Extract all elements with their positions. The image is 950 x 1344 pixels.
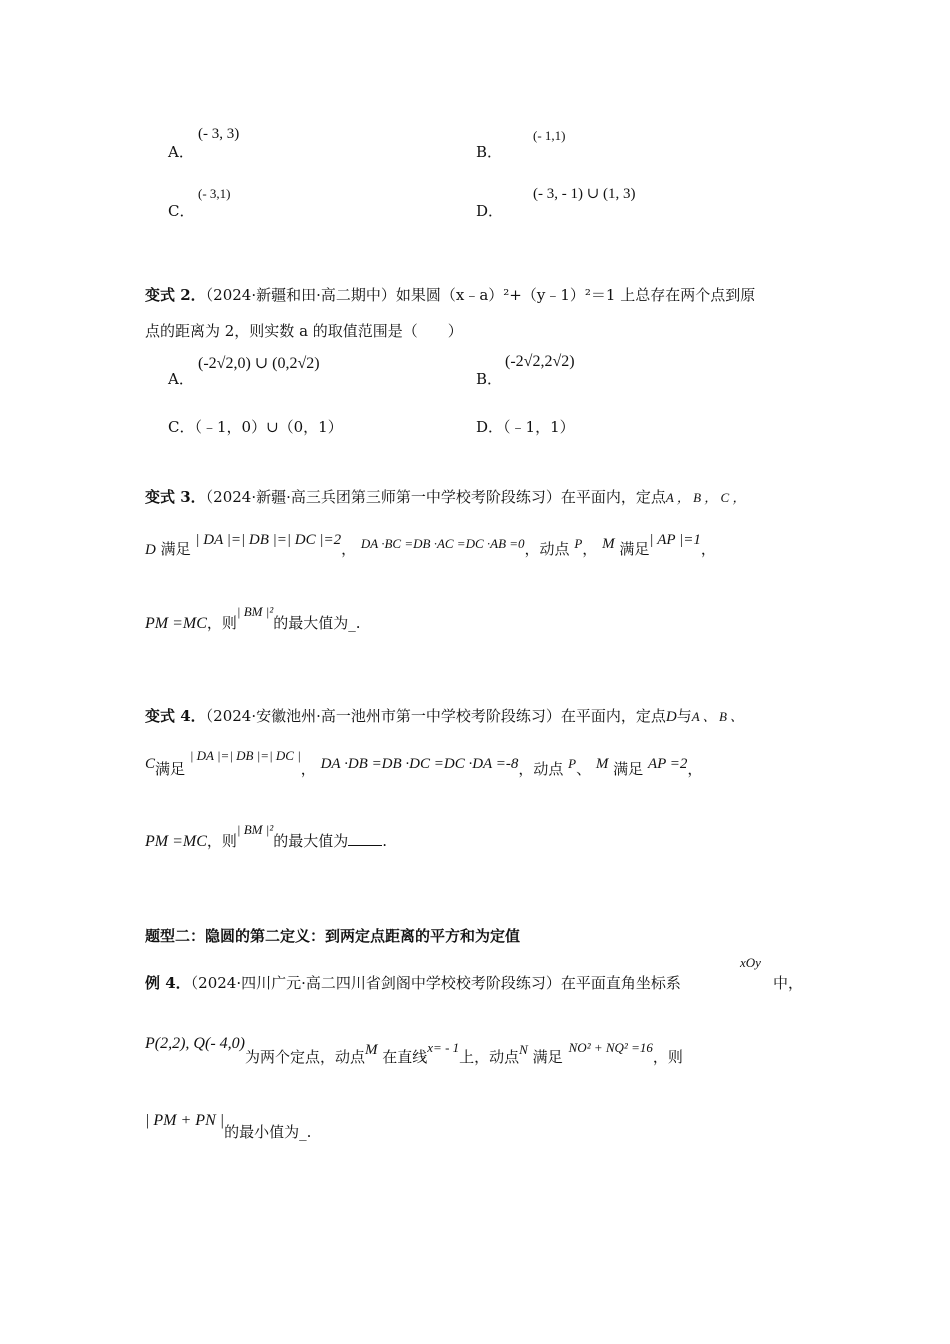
example-4-text-min-value: 的最小值为_.: [224, 1123, 312, 1141]
variant-2-text-1: （2024·新疆和田·高二期中）如果圆（x﹣a）²+（y﹣1）²＝1 上总存在两个点到原: [205, 286, 756, 304]
variant-3-formula-bm-squared: | BM |²: [236, 604, 274, 619]
variant-4-text-moving-point: ，动点: [518, 760, 564, 778]
variant-4-period: .: [382, 832, 388, 850]
example-4-text-on-line: 在直线: [382, 1048, 428, 1066]
variant-2-option-b-value: (-2√2,2√2): [505, 353, 575, 370]
variant-4-text-satisfy: 满足: [155, 760, 186, 778]
variant-3-point-d: D: [145, 542, 156, 558]
variant-4-formula-distances: | DA |=| DB |=| DC |: [189, 748, 301, 763]
variant-4-comma: ，: [300, 760, 316, 778]
q1-option-d-value: (- 3, - 1) ∪ (1, 3): [533, 186, 636, 202]
variant-2-line-1: [145, 284, 755, 305]
q1-option-b-label: B．: [476, 143, 503, 161]
variant-2-option-c: C．（﹣1，0）∪（0，1）: [168, 418, 343, 436]
q1-option-c-value: (- 3,1): [198, 186, 231, 201]
variant-3-line-3: [145, 604, 361, 633]
q1-option-a-value: (- 3, 3): [198, 126, 240, 142]
variant-3-comma: ，: [341, 540, 357, 558]
variant-3-formula-dot-products: DA ·BC =DB ·AC =DC ·AB =0: [360, 536, 525, 551]
variant-3-line-2: [145, 532, 716, 559]
section-2-title: 题型二：隐圆的第二定义：到两定点距离的平方和为定值: [145, 927, 521, 945]
variant-3-point-p: P: [574, 536, 583, 551]
q1-option-c-label: C．: [168, 202, 195, 220]
q1-option-b-value: (- 1,1): [533, 128, 566, 143]
example-4-text-1: （2024·四川广元·高二四川省剑阁中学校校考阶段练习）在平面直角坐标系: [190, 974, 681, 992]
variant-2-line-2: 点的距离为 2，则实数 a 的取值范围是（ ）: [145, 322, 463, 340]
example-4-text-then: ，则: [652, 1048, 683, 1066]
variant-4-points: A 、 B 、: [691, 709, 744, 724]
variant-3-text-moving-point: ，动点: [524, 540, 570, 558]
variant-4-answer-blank[interactable]: [348, 831, 382, 846]
example-4-xoy: xOy: [740, 955, 761, 970]
variant-4-point-p: P: [568, 756, 577, 771]
variant-4-sep: 、: [576, 760, 592, 778]
variant-2-heading: 变式 2．: [145, 286, 206, 304]
example-4-text-satisfy: 满足: [532, 1048, 563, 1066]
example-4-text-moving-point: 上，动点: [459, 1048, 520, 1066]
variant-3-line-1: [145, 486, 745, 507]
variant-3-text-satisfy: 满足: [160, 540, 191, 558]
variant-4-end-comma: ，: [687, 760, 703, 778]
variant-4-formula-dot-products: DA ·DB =DB ·DC =DC ·DA =-8: [320, 756, 519, 772]
example-4-formula-pm-pn: | PM + PN |: [145, 1112, 225, 1129]
example-4-formula-line: x= - 1: [427, 1040, 460, 1055]
variant-2-option-a-value: (-2√2,0) ∪ (0,2√2): [198, 355, 320, 372]
variant-3-sep: ，: [582, 540, 598, 558]
example-4-text-fixed-points: 为两个定点，动点: [244, 1048, 365, 1066]
example-4-point-m: M: [364, 1042, 378, 1058]
example-4-formula-sum-squares: NO² + NQ² =16: [568, 1040, 653, 1055]
variant-4-point-d: D: [665, 709, 677, 725]
variant-4-text-then: ，则: [206, 832, 237, 850]
variant-2-option-a-label: A．: [168, 370, 194, 388]
variant-4-text-with: 与: [676, 707, 692, 725]
example-4-line-2: [145, 1035, 683, 1067]
variant-3-text-1: （2024·新疆·高三兵团第三师第一中学校考阶段练习）在平面内，定点: [205, 488, 666, 506]
variant-3-text-max-value: 的最大值为_.: [273, 614, 361, 632]
variant-3-formula-pm-mc: PM =MC: [145, 615, 207, 632]
variant-3-heading: 变式 3．: [145, 488, 206, 506]
example-4-point-n: N: [519, 1042, 528, 1057]
variant-4-line-2: [145, 748, 703, 779]
q1-option-d-label: D．: [476, 202, 504, 220]
variant-4-line-1: [145, 705, 743, 726]
example-4-heading: 例 4．: [145, 974, 191, 992]
q1-option-a-label: A．: [168, 143, 194, 161]
variant-4-point-c: C: [145, 756, 156, 772]
variant-4-formula-pm-mc: PM =MC: [145, 833, 207, 850]
variant-4-heading: 变式 4．: [145, 707, 206, 725]
variant-4-formula-bm-squared: | BM |²: [236, 822, 274, 837]
variant-2-option-d: D．（﹣1，1）: [476, 418, 575, 436]
variant-3-points: A ， B ， C ，: [665, 490, 746, 505]
variant-4-text-max-value: 的最大值为: [273, 832, 349, 850]
variant-3-end-comma: ，: [700, 540, 716, 558]
example-4-formula-points: P(2,2), Q(- 4,0): [145, 1035, 245, 1052]
variant-2-option-b-label: B．: [476, 370, 503, 388]
variant-4-formula-ap: AP =2: [647, 756, 688, 772]
variant-4-text-satisfy-2: 满足: [613, 760, 644, 778]
variant-4-text-1: （2024·安徽池州·高一池州市第一中学校考阶段练习）在平面内，定点: [205, 707, 666, 725]
variant-4-line-3: [145, 822, 388, 851]
example-4-line-1: [145, 972, 681, 993]
variant-3-text-satisfy-2: 满足: [619, 540, 650, 558]
example-4-line-3: [145, 1112, 312, 1142]
variant-3-formula-ap: | AP |=1: [649, 532, 701, 548]
variant-3-formula-distances: | DA |=| DB |=| DC |=2: [195, 532, 342, 548]
example-4-text-in: 中，: [773, 974, 804, 992]
variant-4-point-m: M: [595, 756, 609, 772]
variant-3-text-then: ，则: [206, 614, 237, 632]
variant-3-point-m: M: [602, 536, 615, 552]
